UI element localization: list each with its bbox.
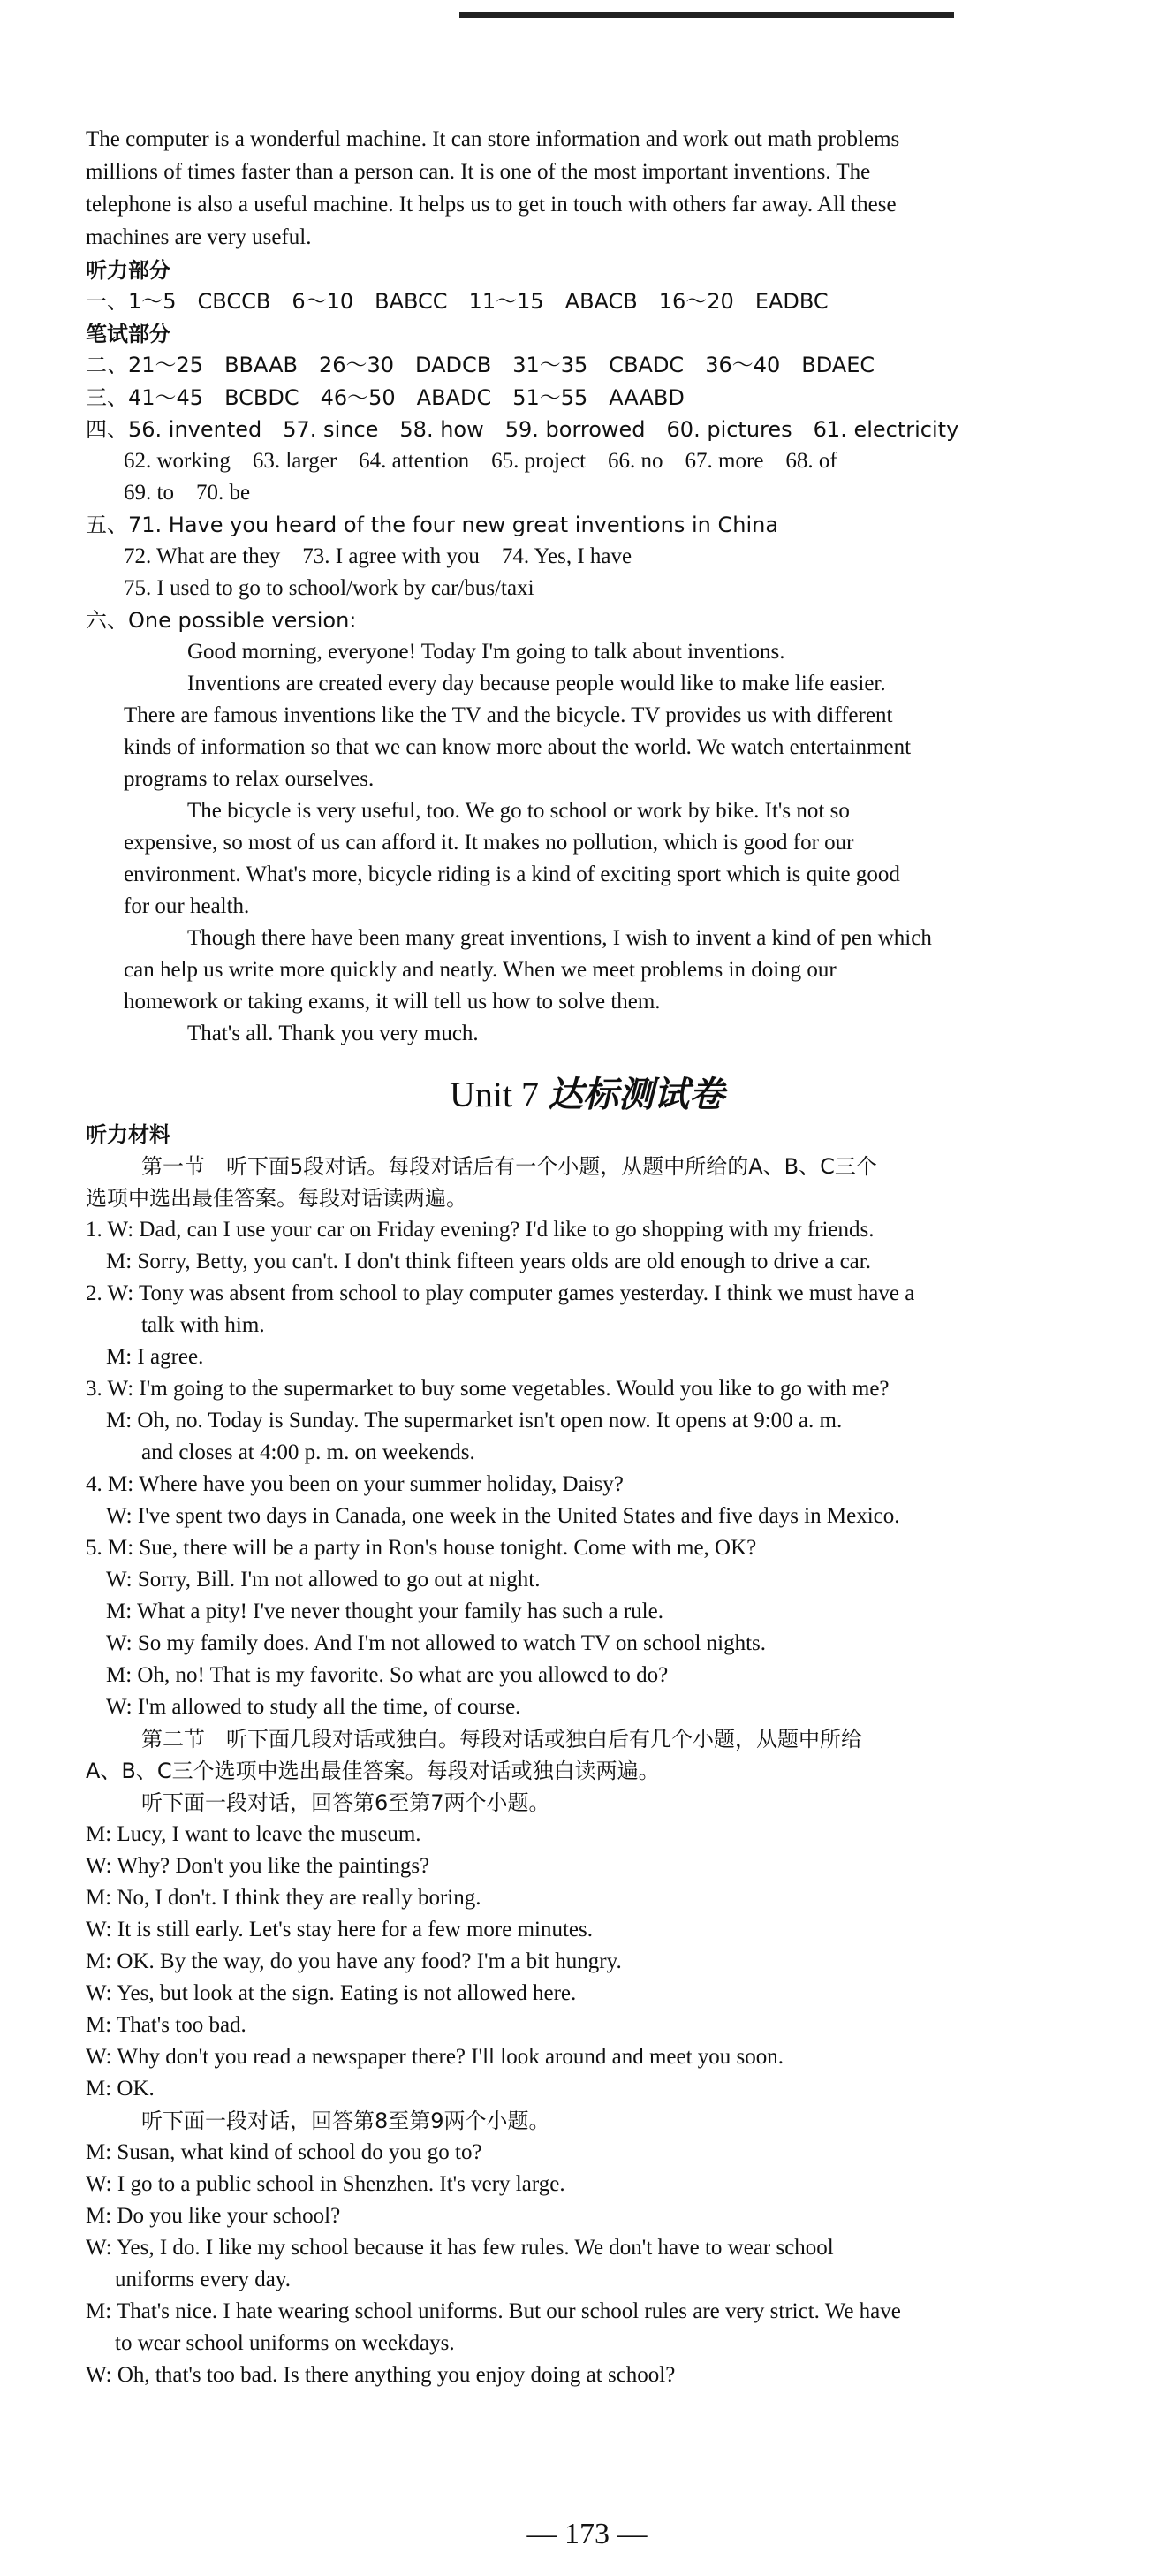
- text-line: 六、One possible version:: [86, 608, 357, 633]
- text-line: M: What a pity! I've never thought your family has such a rule.: [106, 1600, 663, 1623]
- text-line: W: Yes, but look at the sign. Eating is not allowed here.: [86, 1981, 577, 2005]
- unit-title-cn: 达标测试卷: [548, 1075, 725, 1115]
- text-line: M: Oh, no! That is my favorite. So what are you allowed to do?: [106, 1663, 669, 1687]
- text-line: Inventions are created every day because people would like to make life easier.: [187, 672, 886, 695]
- text-line: to wear school uniforms on weekdays.: [115, 2331, 455, 2355]
- text-line: M: That's nice. I hate wearing school uniforms. But our school rules are very strict. We have: [86, 2299, 901, 2323]
- text-line: 2. W: Tony was absent from school to play computer games yesterday. I think we must have a: [86, 1281, 915, 1305]
- text-line: W: I'm allowed to study all the time, of course.: [106, 1695, 521, 1719]
- text-line: and closes at 4:00 p. m. on weekends.: [141, 1440, 475, 1464]
- text-line: expensive, so most of us can afford it. It makes no pollution, which is good for our: [124, 831, 854, 855]
- text-line: M: I agree.: [106, 1345, 204, 1369]
- text-line: W: I go to a public school in Shenzhen. It's very large.: [86, 2172, 565, 2196]
- text-line: W: So my family does. And I'm not allowed to watch TV on school nights.: [106, 1631, 767, 1655]
- text-line: M: Do you like your school?: [86, 2204, 341, 2228]
- unit-title-en: Unit 7: [449, 1075, 540, 1114]
- text-line: The bicycle is very useful, too. We go to school or work by bike. It's not so: [187, 799, 850, 823]
- text-line: 4. M: Where have you been on your summer holiday, Daisy?: [86, 1472, 624, 1496]
- text-line: millions of times faster than a person can. It is one of the most important inventions. The: [86, 160, 871, 184]
- text-line: 1. W: Dad, can I use your car on Friday evening? I'd like to go shopping with my friends.: [86, 1218, 875, 1242]
- text-line: M: No, I don't. I think they are really boring.: [86, 1886, 481, 1910]
- text-line: for our health.: [124, 894, 250, 918]
- text-line: environment. What's more, bicycle riding is a kind of exciting sport which is quite good: [124, 862, 900, 886]
- text-line: 一、1～5 CBCCB 6～10 BABCC 11～15 ABACB 16～20 EADBC: [86, 289, 829, 314]
- text-line: That's all. Thank you very much.: [187, 1022, 479, 1045]
- text-line: 听力部分: [86, 258, 170, 283]
- text-line: W: It is still early. Let's stay here for a few more minutes.: [86, 1918, 593, 1941]
- text-line: 第一节 听下面5段对话。每段对话后有一个小题，从题中所给的A、B、C三个: [141, 1154, 877, 1179]
- text-line: Though there have been many great inventions, I wish to invent a kind of pen which: [187, 926, 932, 950]
- text-line: 二、21～25 BBAAB 26～30 DADCB 31～35 CBADC 36～40 BDAEC: [86, 353, 875, 377]
- text-line: M: Susan, what kind of school do you go to?: [86, 2140, 482, 2164]
- text-line: Good morning, everyone! Today I'm going to talk about inventions.: [187, 640, 785, 664]
- text-line: homework or taking exams, it will tell us how to solve them.: [124, 990, 661, 1014]
- text-line: M: That's too bad.: [86, 2013, 246, 2037]
- unit-title: [0, 1073, 1174, 1117]
- text-line: 69. to 70. be: [124, 481, 251, 505]
- text-line: A、B、C三个选项中选出最佳答案。每段对话或独白读两遍。: [86, 1759, 660, 1783]
- text-line: 75. I used to go to school/work by car/bus/taxi: [124, 576, 534, 600]
- text-line: kinds of information so that we can know more about the world. We watch entertainment: [124, 735, 912, 759]
- text-line: W: Why? Don't you like the paintings?: [86, 1854, 430, 1878]
- text-line: 听力材料: [86, 1122, 170, 1147]
- text-line: M: OK.: [86, 2077, 155, 2101]
- top-border-line: [459, 12, 954, 18]
- text-line: machines are very useful.: [86, 225, 312, 249]
- text-line: M: Lucy, I want to leave the museum.: [86, 1822, 421, 1846]
- text-line: M: Oh, no. Today is Sunday. The supermarket isn't open now. It opens at 9:00 a. m.: [106, 1409, 843, 1432]
- text-line: 62. working 63. larger 64. attention 65. project 66. no 67. more 68. of: [124, 449, 837, 473]
- text-line: uniforms every day.: [115, 2268, 292, 2291]
- text-line: 听下面一段对话，回答第8至第9两个小题。: [141, 2109, 550, 2133]
- text-line: M: OK. By the way, do you have any food? I'm a bit hungry.: [86, 1949, 622, 1973]
- page-number: [0, 2517, 1174, 2552]
- text-line: 听下面一段对话，回答第6至第7两个小题。: [141, 1790, 550, 1815]
- text-line: programs to relax ourselves.: [124, 767, 375, 791]
- page-number-text: — 173 —: [526, 2518, 648, 2550]
- text-line: The computer is a wonderful machine. It can store information and work out math problems: [86, 127, 900, 151]
- text-line: 五、71. Have you heard of the four new great inventions in China: [86, 513, 779, 537]
- text-line: 3. W: I'm going to the supermarket to buy some vegetables. Would you like to go with me?: [86, 1377, 890, 1401]
- text-line: 72. What are they 73. I agree with you 74. Yes, I have: [124, 544, 632, 568]
- text-line: 第二节 听下面几段对话或独白。每段对话或独白后有几个小题，从题中所给: [141, 1727, 862, 1752]
- text-line: W: Oh, that's too bad. Is there anything you enjoy doing at school?: [86, 2363, 676, 2387]
- text-line: There are famous inventions like the TV and the bicycle. TV provides us with different: [124, 703, 893, 727]
- text-line: talk with him.: [141, 1313, 265, 1337]
- text-line: W: I've spent two days in Canada, one week in the United States and five days in Mexico.: [106, 1504, 900, 1528]
- text-line: 笔试部分: [86, 322, 170, 346]
- text-line: W: Yes, I do. I like my school because it has few rules. We don't have to wear school: [86, 2236, 834, 2260]
- text-line: can help us write more quickly and neatly. When we meet problems in doing our: [124, 958, 837, 982]
- text-line: 四、56. invented 57. since 58. how 59. borrowed 60. pictures 61. electricity: [86, 417, 959, 442]
- text-line: W: Why don't you read a newspaper there? I'll look around and meet you soon.: [86, 2045, 784, 2069]
- text-line: 三、41～45 BCBDC 46～50 ABADC 51～55 AAABD: [86, 385, 685, 410]
- text-line: 选项中选出最佳答案。每段对话读两遍。: [86, 1186, 467, 1211]
- text-line: 5. M: Sue, there will be a party in Ron's house tonight. Come with me, OK?: [86, 1536, 757, 1560]
- text-line: telephone is also a useful machine. It helps us to get in touch with others far away. All these: [86, 193, 897, 217]
- text-line: M: Sorry, Betty, you can't. I don't think fifteen years olds are old enough to drive a car.: [106, 1250, 871, 1273]
- text-line: W: Sorry, Bill. I'm not allowed to go out at night.: [106, 1568, 541, 1592]
